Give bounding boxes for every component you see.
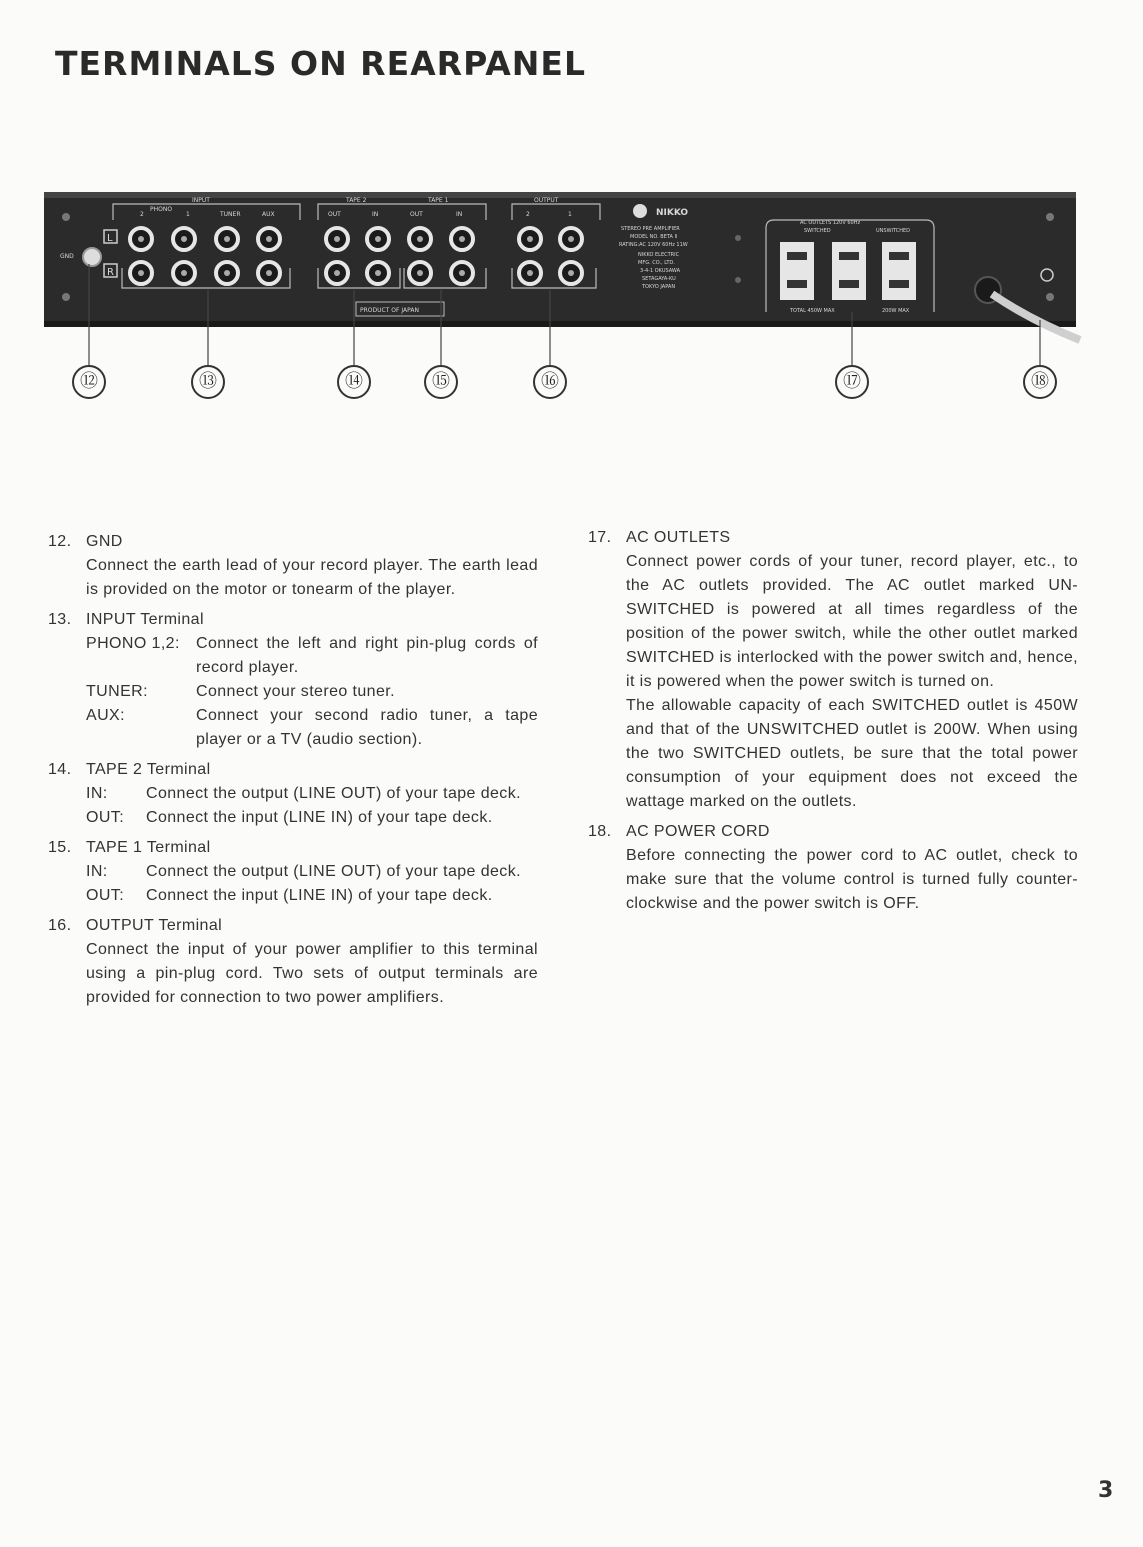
item-number: 16.: [48, 917, 72, 934]
rear-panel-illustration: [0, 180, 1143, 420]
tuner-text: Connect your stereo tuner.: [196, 683, 395, 700]
svg-text:UNSWITCHED: UNSWITCHED: [876, 228, 911, 234]
svg-text:2: 2: [526, 211, 530, 218]
item-number: 15.: [48, 839, 72, 856]
item-body-capacity: The allowable capacity of each SWITCHED outlet is 450W and that of the UNSWITCHED outlet is 200W. When using the two SWITCHED outlets, be sure that the total power consumption of your equipment does not exceed the wattage marked on the outlets.: [626, 697, 1078, 810]
gnd-terminal: [83, 248, 101, 266]
svg-text:RATING:AC 120V 60Hz 11W: RATING:AC 120V 60Hz 11W: [619, 242, 688, 248]
svg-text:IN: IN: [372, 211, 379, 218]
item-ac-outlets: [588, 526, 1078, 814]
item-title: TAPE 1 Terminal: [86, 839, 211, 856]
left-column: [48, 530, 538, 1016]
phono-label: PHONO 1,2:: [86, 635, 180, 652]
rear-panel-figure: [0, 180, 1143, 420]
right-column: [588, 526, 1078, 922]
svg-text:OUT: OUT: [328, 211, 341, 218]
brand-logo-icon: [633, 204, 647, 218]
callout-12: ⑫: [72, 365, 106, 399]
item-input-terminal: [48, 608, 538, 752]
item-number: 13.: [48, 611, 72, 628]
chassis: [44, 192, 1076, 327]
in-text: Connect the output (LINE OUT) of your tape deck.: [146, 785, 521, 802]
out-label: OUT:: [86, 887, 125, 904]
callout-18: ⑱: [1023, 365, 1057, 399]
tape1-label: TAPE 1: [428, 197, 449, 204]
svg-text:MFG. CO., LTD.: MFG. CO., LTD.: [638, 260, 675, 266]
svg-text:TOKYO JAPAN: TOKYO JAPAN: [642, 284, 676, 290]
item-title: INPUT Terminal: [86, 611, 204, 628]
item-number: 17.: [588, 529, 612, 546]
phono-label: PHONO: [150, 206, 173, 213]
ac-outlets-label: AC OUTLETS 120V 60Hz: [800, 220, 861, 226]
tape2-in-entry: [48, 782, 538, 806]
item-body: Before connecting the power cord to AC outlet, check to make sure that the volume control is turned fully counter-clockwise and the power switch is OFF.: [626, 847, 1078, 912]
item-title: GND: [86, 533, 123, 550]
item-body: Connect the input of your power amplifier to this terminal using a pin-plug cord. Two sets of output terminals are provided for connection to two power amplifiers.: [86, 941, 538, 1006]
phono-entry: [48, 632, 538, 680]
tape1-in-entry: [48, 860, 538, 884]
svg-text:IN: IN: [456, 211, 463, 218]
item-tape2-terminal: [48, 758, 538, 830]
brand-name: NIKKO: [656, 208, 689, 218]
svg-text:TOTAL 450W MAX: TOTAL 450W MAX: [790, 308, 835, 314]
right-channel-label: R: [107, 267, 114, 278]
svg-text:2: 2: [140, 211, 144, 218]
left-channel-label: L: [107, 233, 113, 244]
tuner-entry: [48, 680, 538, 704]
page-number: 3: [1098, 1478, 1114, 1503]
svg-text:NIKKO ELECTRIC: NIKKO ELECTRIC: [638, 252, 680, 258]
callout-16: ⑯: [533, 365, 567, 399]
item-tape1-terminal: [48, 836, 538, 908]
svg-text:SWITCHED: SWITCHED: [804, 228, 831, 234]
aux-text: Connect your second radio tuner, a tape player or a TV (audio section).: [196, 707, 538, 748]
svg-text:1: 1: [568, 211, 572, 218]
tape2-out-entry: [48, 806, 538, 830]
item-body: Connect the earth lead of your record player. The earth lead is provided on the motor or tonearm of the player.: [86, 557, 538, 598]
item-title: AC POWER CORD: [626, 823, 770, 840]
item-title: AC OUTLETS: [626, 529, 731, 546]
svg-text:1: 1: [186, 211, 190, 218]
tape1-out-entry: [48, 884, 538, 908]
callout-13: ⑬: [191, 365, 225, 399]
aux-label: AUX:: [86, 707, 125, 724]
out-text: Connect the input (LINE IN) of your tape deck.: [146, 887, 493, 904]
phono-text: Connect the left and right pin-plug cords of record player.: [196, 635, 538, 676]
item-title: TAPE 2 Terminal: [86, 761, 211, 778]
item-number: 18.: [588, 823, 612, 840]
svg-text:MODEL NO. BETA II: MODEL NO. BETA II: [630, 234, 678, 240]
in-label: IN:: [86, 785, 108, 802]
svg-text:3-4-1 OKUSAWA: 3-4-1 OKUSAWA: [640, 268, 680, 274]
aux-label: AUX: [262, 211, 275, 218]
item-body: Connect power cords of your tuner, record player, etc., to the AC outlets provided. The AC outlet marked UN-SWITCHED is powered at all times regardless of the position of the power switch, while the other outlet marked SWITCHED is interlocked with the power switch and, hence, it is powered when the power switch is turned on.: [626, 553, 1078, 690]
in-label: IN:: [86, 863, 108, 880]
item-number: 14.: [48, 761, 72, 778]
item-number: 12.: [48, 533, 72, 550]
tuner-label: TUNER: [220, 211, 241, 218]
gnd-label: GND: [60, 253, 74, 260]
svg-text:SETAGAYA-KU: SETAGAYA-KU: [642, 276, 676, 282]
item-title: OUTPUT Terminal: [86, 917, 223, 934]
callout-15: ⑮: [424, 365, 458, 399]
input-label: INPUT: [192, 197, 210, 204]
page-title: TERMINALS ON REARPANEL: [55, 44, 586, 83]
callout-17: ⑰: [835, 365, 869, 399]
product-of-japan-label: PRODUCT OF JAPAN: [360, 307, 419, 314]
aux-entry: [48, 704, 538, 752]
tape2-label: TAPE 2: [346, 197, 367, 204]
tuner-label: TUNER:: [86, 683, 148, 700]
ac-outlet-sockets: [780, 242, 916, 300]
svg-text:OUT: OUT: [410, 211, 423, 218]
out-text: Connect the input (LINE IN) of your tape deck.: [146, 809, 493, 826]
item-gnd: [48, 530, 538, 602]
item-output-terminal: [48, 914, 538, 1010]
svg-text:STEREO PRE AMPLIFIER: STEREO PRE AMPLIFIER: [621, 226, 680, 232]
callout-14: ⑭: [337, 365, 371, 399]
item-ac-power-cord: [588, 820, 1078, 916]
in-text: Connect the output (LINE OUT) of your tape deck.: [146, 863, 521, 880]
out-label: OUT:: [86, 809, 125, 826]
svg-text:200W MAX: 200W MAX: [882, 308, 910, 314]
output-label: OUTPUT: [534, 197, 559, 204]
